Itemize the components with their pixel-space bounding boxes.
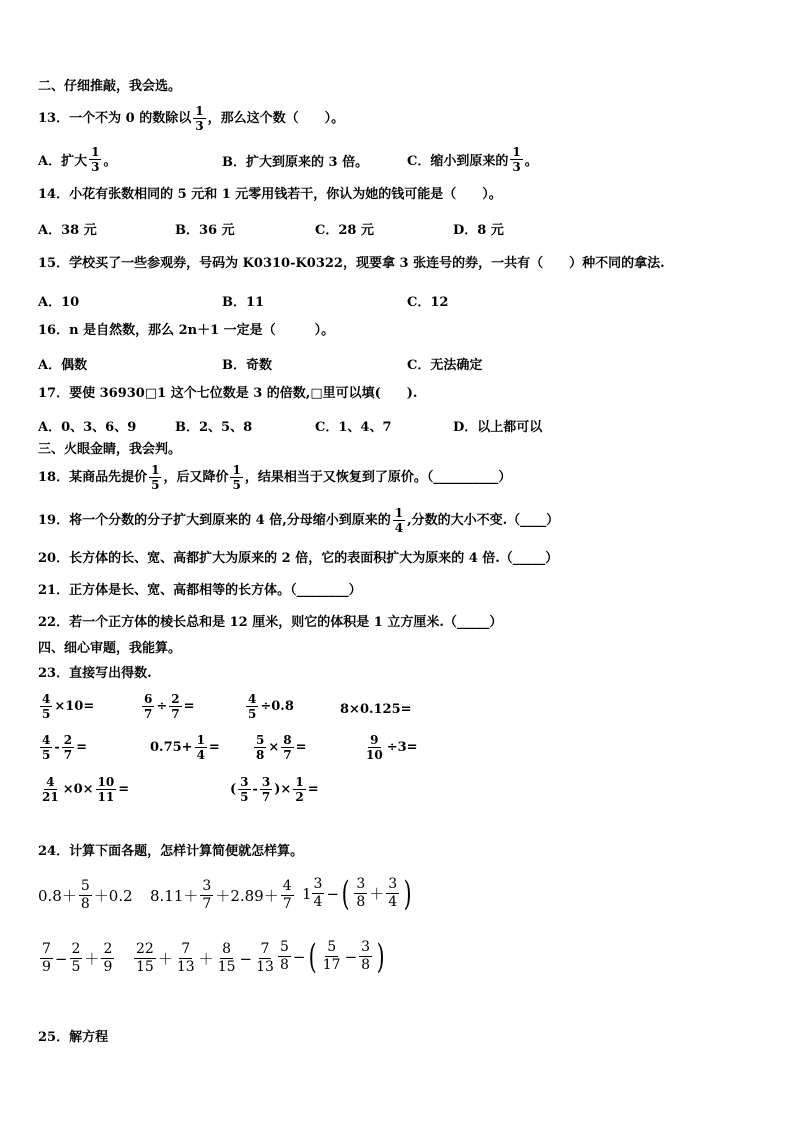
fraction: $\frac{1}{3}$ xyxy=(91,145,100,174)
q17-option-d[interactable]: D．以上都可以 xyxy=(453,420,543,435)
question-20: 20．长方体的长、宽、高都扩大为原来的 2 倍，它的表面积扩大为原来的 4 倍.（_____） xyxy=(38,551,559,566)
q24-expr-2: 8.11＋ $\frac{3}{7}$ ＋2.89＋ $\frac{4}{7}$ xyxy=(150,878,292,912)
q23-expr-7: $\frac{5}{8}$ × $\frac{8}{7}$ = xyxy=(256,733,307,762)
q13-option-a[interactable]: A．扩大 $\frac{1}{3}$ 。 xyxy=(38,145,117,174)
question-17: 17．要使 36930□1 这个七位数是 3 的倍数,□里可以填( ). xyxy=(38,386,418,401)
q24-expr-3: 1 $\frac{3}{4}$ − ( $\frac{3}{8}$ ＋ $\frac{3}{4}$ ) xyxy=(302,873,412,914)
q17-option-c[interactable]: C．1、4、7 xyxy=(315,420,392,435)
question-25: 25．解方程 xyxy=(38,1030,109,1045)
q24-expr-1: 0.8＋ $\frac{5}{8}$ ＋0.2 xyxy=(38,878,133,912)
q15-option-b[interactable]: B．11 xyxy=(222,295,265,310)
q16-option-b[interactable]: B．奇数 xyxy=(222,358,272,373)
question-16: 16．n 是自然数，那么 2n＋1 一定是（ ）。 xyxy=(38,323,335,338)
q23-expr-3: $\frac{4}{5}$ ÷0.8 xyxy=(248,692,294,721)
q23-expr-9: $\frac{4}{21}$ ×0× $\frac{10}{11}$ = xyxy=(42,775,130,804)
q13-stem: 13．一个不为 0 的数除以 xyxy=(38,110,192,126)
q13-option-c[interactable]: C．缩小到原来的 $\frac{1}{3}$ 。 xyxy=(407,145,538,174)
fraction: $\frac{1}{4}$ xyxy=(394,506,404,535)
question-15: 15．学校买了一些参观券，号码为 K0310-K0322，现要拿 3 张连号的券，一共有（ ）种不同的拿法. xyxy=(38,256,665,271)
q14-option-b[interactable]: B．36 元 xyxy=(175,223,235,238)
q15-option-a[interactable]: A．10 xyxy=(38,295,80,310)
q14-option-c[interactable]: C．28 元 xyxy=(315,223,374,238)
section-4-heading: 四、细心审题，我能算。 xyxy=(38,641,182,656)
section-2-heading: 二、仔细推敲，我会选。 xyxy=(38,79,182,94)
q23-expr-8: $\frac{9}{10}$ ÷3= xyxy=(366,733,418,762)
q14-option-a[interactable]: A．38 元 xyxy=(38,223,97,238)
fraction: $\frac{1}{3}$ xyxy=(512,145,521,174)
q23-expr-1: $\frac{4}{5}$ ×10= xyxy=(42,692,95,721)
q14-option-d[interactable]: D．8 元 xyxy=(453,223,504,238)
q17-option-a[interactable]: A．0、3、6、9 xyxy=(38,420,137,435)
question-14: 14．小花有张数相同的 5 元和 1 元零用钱若干，你认为她的钱可能是（ ）。 xyxy=(38,187,502,202)
q23-expr-10: ( $\frac{3}{5}$ - $\frac{3}{7}$ )× $\frac{1}{2}$ = xyxy=(230,775,319,804)
q24-expr-5: $\frac{22}{15}$ ＋ $\frac{7}{13}$ ＋ $\frac{8}{15}$ − $\frac{7}{13}$ xyxy=(136,941,274,975)
fraction: $\frac{1}{5}$ xyxy=(151,463,160,492)
q24-expr-6: $\frac{5}{8}$ − ( $\frac{5}{17}$ − $\frac{3}{8}$ ) xyxy=(280,936,385,977)
section-3-heading: 三、火眼金睛，我会判。 xyxy=(38,442,182,457)
question-23-title: 23．直接写出得数. xyxy=(38,666,152,681)
question-13 xyxy=(38,104,344,133)
q23-expr-4: 8×0.125= xyxy=(340,702,412,717)
q13-option-b[interactable]: B．扩大到原来的 3 倍。 xyxy=(222,155,369,170)
q15-option-c[interactable]: C．12 xyxy=(407,295,449,310)
q13-stem-end: ，那么这个数（ ）。 xyxy=(207,110,345,126)
fraction: $\frac{1}{5}$ xyxy=(232,463,241,492)
q17-option-b[interactable]: B．2、5、8 xyxy=(175,420,253,435)
q23-expr-2: $\frac{6}{7}$ ÷ $\frac{2}{7}$ = xyxy=(144,692,195,721)
question-18: 18．某商品先提价 $\frac{1}{5}$ ，后又降价 $\frac{1}{5}$ ，结果相当于又恢复到了原价。（__________） xyxy=(38,463,512,492)
fraction: $\frac{1}{3}$ xyxy=(195,104,204,133)
question-19: 19．将一个分数的分子扩大到原来的 4 倍,分母缩小到原来的 $\frac{1}{4}$ ,分数的大小不变.（____） xyxy=(38,506,560,535)
q23-expr-5: $\frac{4}{5}$ - $\frac{2}{7}$ = xyxy=(42,733,88,762)
question-22: 22．若一个正方体的棱长总和是 12 厘米，则它的体积是 1 立方厘米.（_____） xyxy=(38,615,503,630)
question-21: 21．正方体是长、宽、高都相等的长方体。（________） xyxy=(38,583,362,598)
q23-expr-6: 0.75+ $\frac{1}{4}$ = xyxy=(150,733,220,762)
q16-option-a[interactable]: A．偶数 xyxy=(38,358,88,373)
question-24-title: 24．计算下面各题，怎样计算简便就怎样算。 xyxy=(38,844,304,859)
q24-expr-4: $\frac{7}{9}$ − $\frac{2}{5}$ ＋ $\frac{2}{9}$ xyxy=(42,941,113,975)
q16-option-c[interactable]: C．无法确定 xyxy=(407,358,483,373)
